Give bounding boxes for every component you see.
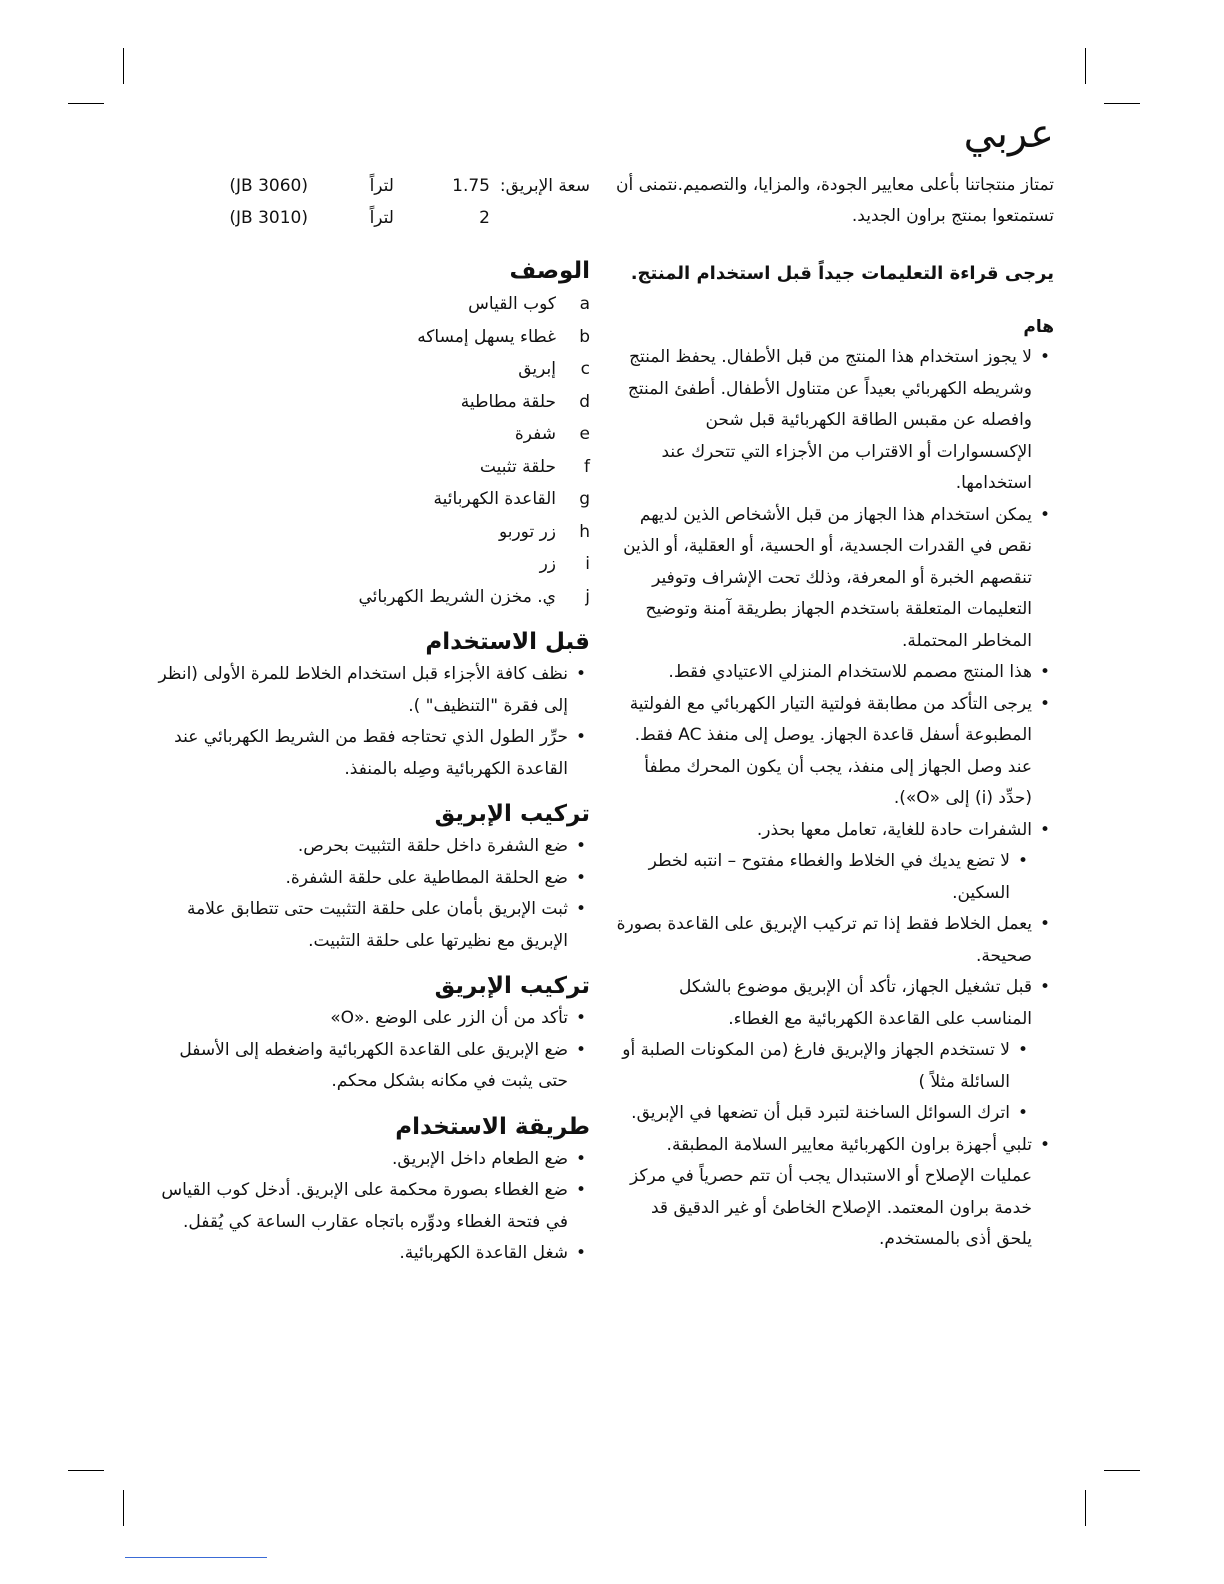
important-item: • لا تستخدم الجهاز والإبريق فارغ (من المكونات الصلبة أو السائلة مثلاً ) (614, 1035, 1054, 1098)
assembly-item: • ضع الحلقة المطاطية على حلقة الشفرة. (150, 863, 590, 895)
assembly-heading: تركيب الإبريق (434, 973, 590, 999)
description-text: إبريق (518, 359, 556, 379)
important-item: • يمكن استخدام هذا الجهاز من قبل الأشخاص الذين لديهم نقص في القدرات الجسدية، أو الحسية، أو العقلية، أو الذين تنقصهم الخبرة أو المعرفة، وذلك تحت الإشراف وتوفير التعليمات المتعلقة باستخدم الجهاز بطريقة آمنة وتوضيح المخاطر المحتملة. (614, 500, 1054, 658)
important-item: • الشفرات حادة للغاية، تعامل معها بحذر. (614, 815, 1054, 847)
crop-mark (1104, 103, 1140, 104)
assembly-list (150, 831, 590, 957)
capacity-value: 1.75 (452, 176, 490, 196)
important-item: • هذا المنتج مصمم للاستخدام المنزلي الاعتيادي فقط. (614, 657, 1054, 689)
description-item (150, 548, 590, 581)
assembly-list (150, 1003, 590, 1098)
description-letter: h (579, 521, 590, 542)
assembly-item: • ضع الشفرة داخل حلقة التثبيت بحرص. (150, 831, 590, 863)
usage-heading: طريقة الاستخدام (395, 1113, 590, 1140)
usage-item: • ضع الغطاء بصورة محكمة على الإبريق. أدخل كوب القياس في فتحة الغطاء ودوِّره باتجاه عقارب الساعة كي يُقفل. (150, 1175, 590, 1238)
before-use-section (150, 625, 590, 785)
before-use-item: • حرِّر الطول الذي تحتاجه فقط من الشريط الكهربائي عند القاعدة الكهربائية وصِله بالمنفذ. (150, 722, 590, 785)
description-text: غطاء يسهل إمساكه (417, 326, 556, 347)
description-letter: a (579, 294, 590, 314)
description-section (150, 254, 590, 613)
intro-text: تمتاز منتجاتنا بأعلى معايير الجودة، والمزايا، والتصميم.نتمنى أن تستمتعوا بمنتج براون الجديد. (616, 175, 1054, 226)
capacity-unit: لتراً (369, 208, 394, 228)
description-item (150, 581, 590, 614)
description-text: القاعدة الكهربائية (433, 489, 556, 509)
capacity-row (150, 202, 590, 234)
description-item (150, 321, 590, 354)
description-item (150, 386, 590, 419)
description-text: زر توربو (498, 521, 556, 542)
footer-line (125, 1557, 267, 1558)
crop-mark (123, 1490, 124, 1526)
important-item: • قبل تشغيل الجهاز، تأكد أن الإبريق موضوع بالشكل المناسب على القاعدة الكهربائية مع الغطاء. (614, 972, 1054, 1035)
usage-section (150, 1110, 590, 1270)
capacity-model: (JB 3060) (229, 176, 308, 196)
left-column (150, 170, 590, 1270)
description-item (150, 288, 590, 321)
description-text: شفرة (514, 424, 556, 444)
description-item (150, 353, 590, 386)
description-item (150, 451, 590, 484)
description-text: ي. مخزن الشريط الكهربائي (358, 586, 556, 607)
description-letter: j (585, 586, 590, 607)
description-text: حلقة تثبيت (479, 456, 556, 477)
assembly-item: • ضع الإبريق على القاعدة الكهربائية واضغطه إلى الأسفل حتى يثبت في مكانه بشكل محكم. (150, 1035, 590, 1098)
usage-list (150, 1144, 590, 1270)
description-letter: f (584, 456, 590, 477)
description-item (150, 516, 590, 549)
description-text: كوب القياس (468, 294, 556, 314)
important-heading: هام (1023, 317, 1054, 337)
important-item: • اترك السوائل الساخنة لتبرد قبل أن تضعها في الإبريق. (614, 1098, 1054, 1130)
capacity-block (150, 170, 590, 234)
description-letter: e (579, 424, 590, 444)
important-item: • يرجى التأكد من مطابقة فولتية التيار الكهربائي مع الفولتية المطبوعة أسفل قاعدة الجهاز. يوصل إلى منفذ AC فقط. عند وصل الجهاز إلى منفذ، يجب أن يكون المحرك مطفأ (حدِّد (i) إلى «O»). (614, 689, 1054, 815)
description-letter: d (579, 391, 590, 412)
description-letter: g (579, 489, 590, 509)
crop-mark (123, 48, 124, 84)
important-item: • لا تضع يديك في الخلاط والغطاء مفتوح – انتبه لخطر السكين. (614, 846, 1054, 909)
description-heading: الوصف (509, 258, 590, 284)
before-use-item: • نظف كافة الأجزاء قبل استخدام الخلاط للمرة الأولى (انظر إلى فقرة "التنظيف" ). (150, 659, 590, 722)
usage-item: • ضع الطعام داخل الإبريق. (150, 1144, 590, 1176)
capacity-label: سعة الإبريق: (499, 176, 590, 196)
capacity-unit: لتراً (369, 176, 394, 196)
description-item (150, 483, 590, 516)
important-list (614, 342, 1054, 1256)
description-letter: c (580, 359, 590, 379)
crop-mark (68, 1470, 104, 1471)
description-item (150, 418, 590, 451)
language-title: عربي (963, 111, 1054, 157)
description-letter: b (579, 326, 590, 347)
assembly-section-1 (150, 797, 590, 957)
description-text: حلقة مطاطية (460, 391, 556, 412)
description-text: زر (539, 554, 556, 574)
crop-mark (1085, 48, 1086, 84)
capacity-value: 2 (479, 208, 490, 228)
important-item: • يعمل الخلاط فقط إذا تم تركيب الإبريق على القاعدة بصورة صحيحة. (614, 909, 1054, 972)
capacity-row (150, 170, 590, 202)
right-column (614, 108, 1054, 1256)
usage-item: • شغل القاعدة الكهربائية. (150, 1238, 590, 1270)
before-use-list (150, 659, 590, 785)
assembly-item: • ثبت الإبريق بأمان على حلقة التثبيت حتى تتطابق علامة الإبريق مع نظيرتها على حلقة التثبيت. (150, 894, 590, 957)
capacity-model: (JB 3010) (229, 208, 308, 228)
description-letter: i (585, 554, 590, 574)
crop-mark (68, 103, 104, 104)
read-instructions-notice: يرجى قراءة التعليمات جيداً قبل استخدام المنتج. (630, 263, 1054, 284)
before-use-heading: قبل الاستخدام (425, 629, 590, 655)
assembly-section-2 (150, 969, 590, 1098)
crop-mark (1085, 1490, 1086, 1526)
crop-mark (1104, 1470, 1140, 1471)
assembly-item: • تأكد من أن الزر على الوضع .«O» (150, 1003, 590, 1035)
important-item: • لا يجوز استخدام هذا المنتج من قبل الأطفال. يحفظ المنتج وشريطه الكهربائي بعيداً عن متناول الأطفال. أطفئ المنتج وافصله عن مقبس الطاقة الكهربائية قبل شحن الإكسسوارات أو الاقتراب من الأجزاء التي تتحرك عند استخدامها. (614, 342, 1054, 500)
important-item: • تلبي أجهزة براون الكهربائية معايير السلامة المطبقة. عمليات الإصلاح أو الاستبدال يجب أن تتم حصرياً في مركز خدمة براون المعتمد. الإصلاح الخاطئ أو غير الدقيق قد يلحق أذى بالمستخدم. (614, 1130, 1054, 1256)
assembly-heading: تركيب الإبريق (434, 801, 590, 827)
